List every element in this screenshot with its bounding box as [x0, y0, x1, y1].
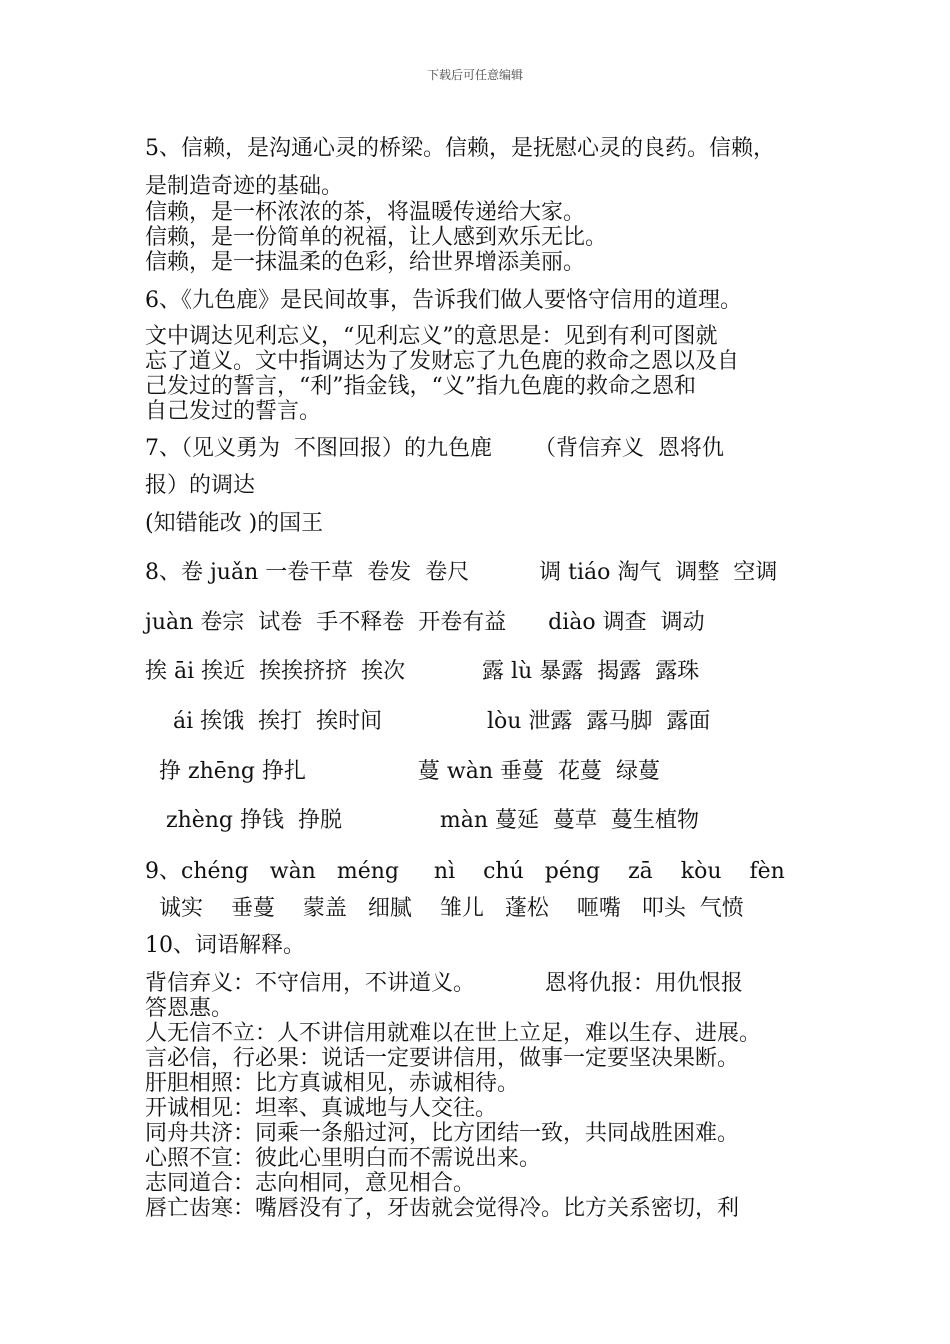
- text-line: 忘了道义。文中指调达为了发财忘了九色鹿的救命之恩以及自: [145, 349, 740, 374]
- text-line: 诚实 垂蔓 蒙盖 细腻 雏儿 蓬松 咂嘴 叩头 气愤: [145, 896, 744, 921]
- text-line: 文中调达见利忘义，“见利忘义”的意思是：见到有利可图就: [145, 324, 718, 349]
- text-line: 7、（见义勇为 不图回报）的九色鹿 （背信弃义 恩将仇: [145, 436, 724, 461]
- text-line: 报）的调达: [145, 473, 256, 498]
- text-line: 挨 āi 挨近 挨挨挤挤 挨次 露 lù 暴露 揭露 露珠: [145, 659, 700, 684]
- text-line: 人无信不立：人不讲信用就难以在世上立足，难以生存、进展。: [145, 1021, 762, 1046]
- text-line: 6、《九色鹿》是民间故事，告诉我们做人要恪守信用的道理。: [145, 288, 742, 313]
- text-line: 开诚相见：坦率、真诚地与人交往。: [145, 1096, 498, 1121]
- text-line: 是制造奇迹的基础。: [145, 174, 344, 199]
- text-line: 心照不宣：彼此心里明白而不需说出来。: [145, 1146, 542, 1171]
- text-line: 8、卷 juǎn 一卷干草 卷发 卷尺 调 tiáo 淘气 调整 空调: [145, 560, 778, 585]
- text-line: 同舟共济：同乘一条船过河，比方团结一致，共同战胜困难。: [145, 1121, 740, 1146]
- text-line: 信赖，是一抹温柔的色彩，给世界增添美丽。: [145, 250, 586, 275]
- text-line: 5、信赖，是沟通心灵的桥梁。信赖，是抚慰心灵的良药。信赖，: [145, 136, 775, 161]
- text-line: (知错能改 )的国王: [145, 511, 324, 536]
- page-header: 下载后可任意编辑: [426, 68, 523, 82]
- text-line: 答恩惠。: [145, 996, 234, 1021]
- text-line: 己发过的誓言，“利”指金钱，“义”指九色鹿的救命之恩和: [145, 374, 696, 399]
- text-line: juàn 卷宗 试卷 手不释卷 开卷有益 diào 调查 调动: [145, 610, 705, 635]
- text-line: 信赖，是一份简单的祝福，让人感到欢乐无比。: [145, 225, 608, 250]
- text-line: 9、chéng wàn méng nì chú péng zā kòu fèn: [145, 859, 785, 884]
- text-line: 言必信，行必果：说话一定要讲信用，做事一定要坚决果断。: [145, 1046, 740, 1071]
- text-line: 10、词语解释。: [145, 933, 305, 958]
- text-line: 肝胆相照：比方真诚相见，赤诚相待。: [145, 1071, 520, 1096]
- text-line: 唇亡齿寒：嘴唇没有了，牙齿就会觉得冷。比方关系密切，利: [145, 1196, 740, 1221]
- text-line: 志同道合：志向相同，意见相合。: [145, 1171, 476, 1196]
- text-line: zhèng 挣钱 挣脱 màn 蔓延 蔓草 蔓生植物: [145, 808, 700, 833]
- text-line: ái 挨饿 挨打 挨时间 lòu 泄露 露马脚 露面: [145, 709, 711, 734]
- text-line: 信赖，是一杯浓浓的茶，将温暖传递给大家。: [145, 200, 586, 225]
- text-line: 背信弃义：不守信用，不讲道义。 恩将仇报：用仇恨报: [145, 971, 743, 996]
- text-line: 挣 zhēng 挣扎 蔓 wàn 垂蔓 花蔓 绿蔓: [145, 759, 660, 784]
- text-line: 自己发过的誓言。: [145, 399, 322, 424]
